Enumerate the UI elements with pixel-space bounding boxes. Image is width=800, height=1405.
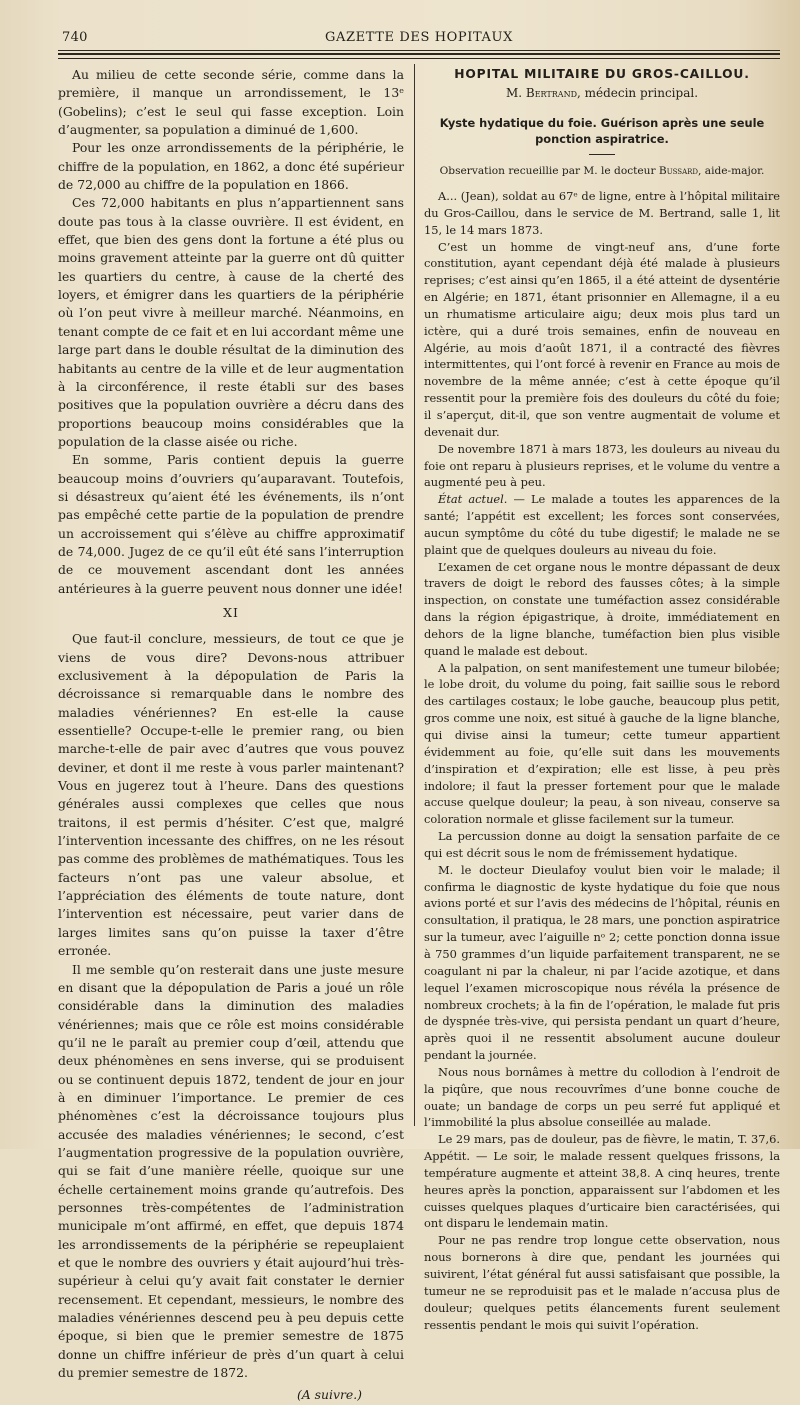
paragraph: Le 29 mars, pas de douleur, pas de fièvre, le matin, T. 37,6. Appétit. — Le soir, le malade ressent quelques frissons, la température augmente et atteint 38,8. A cinq heures, trente heures après la ponction, apparaissent sur l’abdomen et les cuisses quelques plaques d’urticaire bien caractérisées, qui ont disparu le lendemain matin.: [424, 1132, 780, 1231]
paragraph: A... (Jean), soldat au 67ᵉ de ligne, entre à l’hôpital militaire du Gros-Caillou, dans le service de M. Bertrand, salle 1, lit 15, le 14 mars 1873.: [424, 189, 780, 237]
paragraph: A la palpation, on sent manifestement une tumeur bilobée; le lobe droit, du volume du poing, fait saillie sous le rebord des cartilages costaux; le lobe gauche, beaucoup plus petit, gros comme une noix, est situé à gauche de la ligne blanche, qui divise ainsi la tumeur; cette tumeur appartient évidemment au foie, qu’elle suit dans les mouvements d’inspiration et d’expiration; elle est lisse, à peu près indolore; il faut la presser fortement pour que le malade accuse quelque douleur; la peau, à son niveau, conserve sa coloration normale et glisse facilement sur la tumeur.: [424, 660, 780, 827]
paragraph: C’est un homme de vingt-neuf ans, d’une forte constitution, ayant cependant déjà été malade à plusieurs reprises; c’est ainsi qu’en 1865, il a été atteint de dysentérie en Algérie; en 1871, étant prisonnier en Allemagne, il a eu un rhumatisme articulaire aigu; deux mois plus tard un ictère, qui a duré trois semaines, enfin de nouveau en Algérie, au mois d’août 1871, il a contracté des fièvres intermittentes, qui l’ont forcé à revenir en France au mois de novembre de la même année; c’est à cette époque qu’il ressentit pour la première fois des douleurs du côté du foie; il s’aperçut, dit-il, que son ventre augmentait de volume et devenait dur.: [424, 239, 780, 439]
paragraph: La percussion donne au doigt la sensation parfaite de ce qui est décrit sous le nom de frémissement hydatique.: [424, 829, 780, 860]
to-be-continued: (A suivre.): [296, 1387, 362, 1403]
section-heading: XI: [223, 604, 239, 620]
physician-role: , médecin principal.: [576, 86, 699, 100]
hospital-title: HOPITAL MILITAIRE DU GROS-CAILLOU.: [454, 67, 750, 81]
journal-title: GAZETTE DES HOPITAUX: [325, 30, 513, 45]
paragraph: M. le docteur Dieulafoy voulut bien voir le malade; il confirma le diagnostic de kyste hydatique du foie que nous avions porté et sur l’avis des médecins de l’hôpital, réunis en consultation, il pratiqua, le 28 mars, une ponction aspiratrice sur la tumeur, avec l’aiguille nᵒ 2; cette ponction donna issue à 750 grammes d’un liquide parfaitement transparent, ne se coagulant ni par la chaleur, ni par l’acide azotique, et dans lequel l’examen microscopique nous révéla la présence de nombreux crochets; à la fin de l’opération, le malade fut pris de dyspnée très-vive, qui persista pendant un quart d’heure, après quoi il ne ressentit absolument aucune douleur pendant la journée.: [424, 862, 780, 1063]
paragraph: Nous nous bornâmes à mettre du collodion à l’endroit de la piqûre, que nous recouvrîmes d’une bonne couche de ouate; un bandage de corps un peu serré fut appliqué et l’immobilité la plus absolue conseillée au malade.: [424, 1064, 780, 1130]
paragraph: Ces 72,000 habitants en plus n’appartiennent sans doute pas tous à la classe ouvrière. Il est évident, en effet, que bien des gens dont la fortune a été plus ou moins gravement atteinte par la guerre ont dû quitter les quartiers du centre, à cause de la cherté des loyers, et émigrer dans les quartiers de la périphérie où l’on peut vivre à meilleur marché. Néanmoins, en tenant compte de ce fait et en lui accordant même une large part dans le double résultat de la diminution des habitants au centre de la ville et de leur augmentation à la circonférence, il reste établi sur des bases positives que la population ouvrière a décru dans des proportions beaucoup moins considérables que la population de la classe aisée ou riche.: [58, 195, 404, 449]
paragraph: Au milieu de cette seconde série, comme dans la première, il manque un arrondissement, le 13ᵉ (Gobelins); c’est le seul qui fasse exception. Loin d’augmenter, sa population a diminué de 1,600.: [58, 67, 404, 138]
page-header: [58, 30, 780, 52]
header-rule-bottom: [58, 58, 780, 59]
paragraph: L’examen de cet organe nous le montre dépassant de deux travers de doigt le rebord des fausses côtes; à la simple inspection, on constate une tuméfaction assez considérable dans la région épigastrique, à droite, immédiatement en dehors de la ligne blanche, tuméfaction bien plus visible quand le malade est debout.: [424, 559, 780, 658]
case-title: Kyste hydatique du foie. Guérison après une seule ponction aspiratrice.: [439, 116, 765, 146]
header-rule-top: [58, 50, 780, 51]
physician-line: [424, 85, 780, 101]
left-column: [58, 66, 404, 1405]
paragraph: De novembre 1871 à mars 1873, les douleurs au niveau du foie ont reparu à plusieurs reprises, et le volume du ventre a augmenté peu à peu.: [424, 441, 780, 490]
observer-name: Bussard: [658, 165, 699, 177]
right-column: [424, 66, 780, 1333]
observation-credit: Observation recueillie par M. le docteur Bussard, aide-major.: [439, 165, 765, 177]
paragraph: Que faut-il conclure, messieurs, de tout ce que je viens de vous dire? Devons-nous attribuer exclusivement à la dépopulation de Paris la décroissance si remarquable dans le nombre des maladies vénériennes? En est-elle la cause essentielle? Occupe-t-elle le premier rang, ou bien marche-t-elle de pair avec d’autres que vous pouvez deviner, et dont il me reste à vous parler maintenant? Vous en jugerez tout à l’heure. Dans des questions générales aussi complexes que celles que nous traitons, il est permis d’hésiter. C’est que, malgré l’intervention incessante des chiffres, on ne les résout pas comme des problèmes de mathématiques. Tous les facteurs n’ont pas une valeur absolue, et l’appréciation des éléments de toute nature, dont l’intervention est nécessaire, peut varier dans de larges limites sans qu’on puisse la taxer d’être erronée.: [58, 631, 404, 959]
page-number: 740: [62, 30, 88, 45]
paragraph: Pour les onze arrondissements de la périphérie, le chiffre de la population, en 1862, a donc été supérieur de 72,000 au chiffre de la population en 1866.: [58, 140, 404, 193]
etat-actuel-label: État actuel.: [438, 492, 508, 507]
title-separator: [589, 154, 615, 155]
paragraph: En somme, Paris contient depuis la guerre beaucoup moins d’ouvriers qu’auparavant. Toutefois, si désastreux qu’aient été les événements, ils n’ont pas empêché cette partie de la population de prendre un accroissement qui s’élève au chiffre approximatif de 74,000. Jugez de ce qu’il eût été sans l’interruption de ce mouvement ascendant dont les années antérieures à la guerre peuvent nous donner une idée!: [58, 452, 404, 596]
column-divider: [414, 64, 415, 1126]
paragraph: Il me semble qu’on resterait dans une juste mesure en disant que la dépopulation de Paris a joué un rôle considérable dans la diminution des maladies vénériennes; mais que ce rôle est moins considérable qu’il ne le paraît au premier coup d’œil, attendu que deux phénomènes en sens inverse, qui se produisent ou se continuent depuis 1872, tendent de jour en jour à en diminuer l’importance. Le premier de ces phénomènes c’est la décroissance toujours plus accusée des maladies vénériennes; le second, c’est l’augmentation progressive de la population ouvrière, qui se fait d’une manière réelle, quoique sur une échelle certainement moins grande qu’autrefois. Des personnes très-compétentes de l’administration municipale m’ont affirmé, en effet, que depuis 1874 les arrondissements de la périphérie se repeuplaient et que le nombre des ouvriers y était aujourd’hui très-supérieur à celui qu’y avait fait constater le dernier recensement. Et cependant, messieurs, le nombre des maladies vénériennes descend peu à peu depuis cette époque, si bien que le premier semestre de 1875 donne un chiffre inférieur de près d’un quart à celui du premier semestre de 1872.: [58, 961, 404, 1381]
physician-name: M. Bertrand: [505, 86, 577, 100]
paragraph: État actuel. — Le malade a toutes les apparences de la santé; l’appétit est excellent; les forces sont conservées, aucun symptôme du côté du tube digestif; le malade ne se plaint que de quelques douleurs au niveau du foie.: [424, 492, 780, 557]
paragraph: Pour ne pas rendre trop longue cette observation, nous nous bornerons à dire que, pendant les journées qui suivirent, l’état général fut aussi satisfaisant que possible, la tumeur ne se reproduisit pas et le malade n’accusa plus de douleur; quelques petits élancements furent seulement ressentis pendant le mois qui suivit l’opération.: [424, 1233, 780, 1332]
header-rule-thick: [58, 53, 780, 55]
